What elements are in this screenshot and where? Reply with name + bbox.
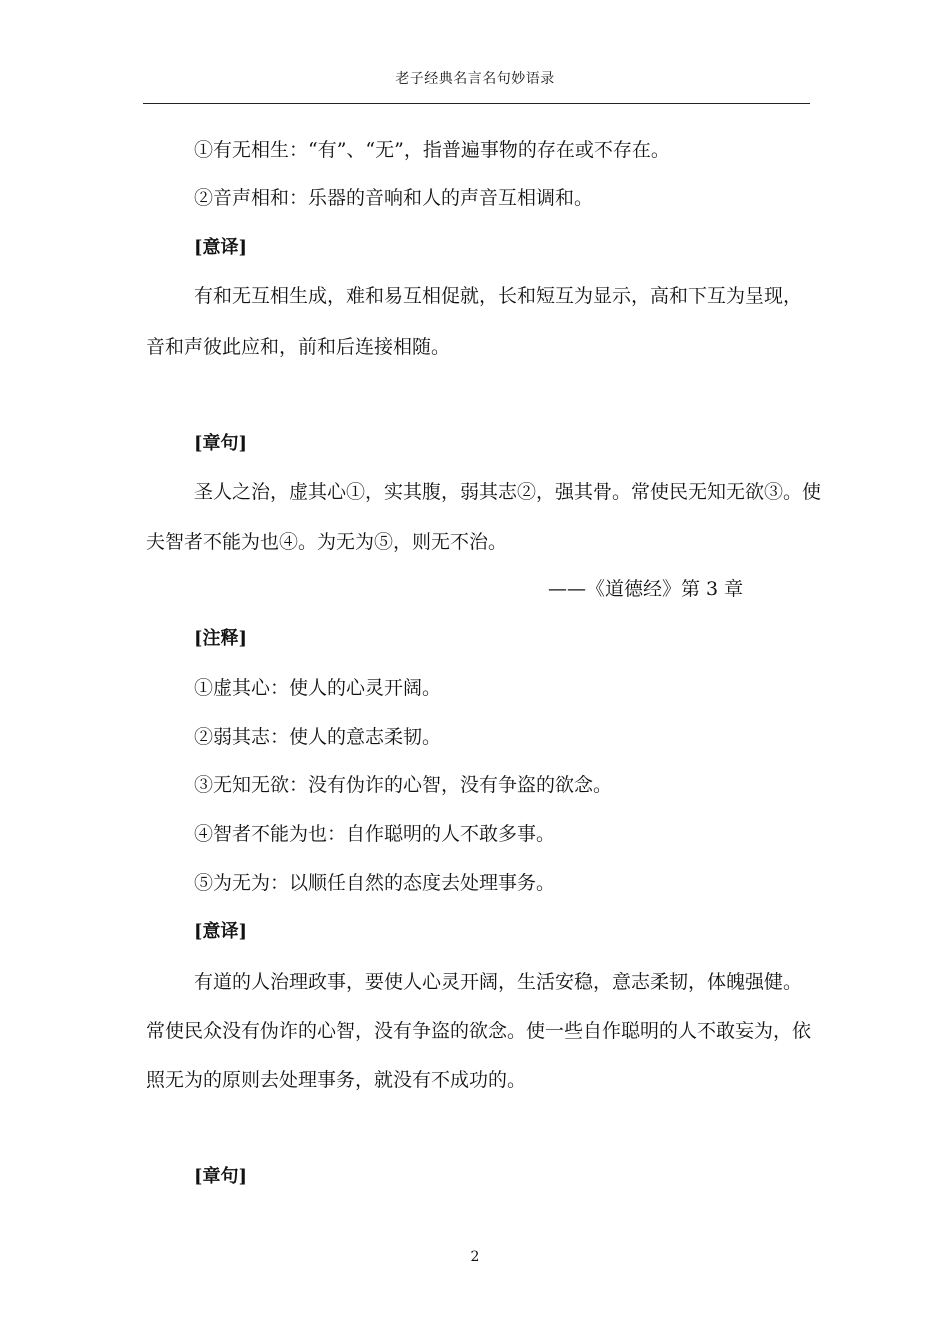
paragraph-line: 照无为的原则去处理事务，就没有不成功的。: [146, 1069, 527, 1091]
section-heading: [注释]: [194, 628, 248, 649]
note-line: ①有无相生：“有”、“无”，指普遍事物的存在或不存在。: [194, 139, 670, 161]
section-heading: [章句]: [194, 1166, 248, 1187]
header-rule: [143, 103, 810, 104]
paragraph-line: 音和声彼此应和，前和后连接相随。: [146, 336, 451, 358]
paragraph-line: 有和无互相生成，难和易互相促就，长和短互为显示，高和下互为呈现，: [194, 285, 803, 307]
section-heading: [意译]: [194, 237, 248, 258]
note-line: ①虚其心：使人的心灵开阔。: [194, 677, 442, 699]
note-line: ②弱其志：使人的意志柔韧。: [194, 726, 442, 748]
quote-line: 夫智者不能为也④。为无为⑤，则无不治。: [146, 531, 508, 553]
note-line: ④智者不能为也：自作聪明的人不敢多事。: [194, 823, 556, 845]
note-line: ②音声相和：乐器的音响和人的声音互相调和。: [194, 187, 594, 209]
paragraph-line: 有道的人治理政事，要使人心灵开阔，生活安稳，意志柔韧，体魄强健。: [194, 971, 803, 993]
page-header: 老子经典名言名句妙语录: [395, 71, 555, 87]
section-heading: [意译]: [194, 921, 248, 942]
source-citation: ——《道德经》第 3 章: [548, 578, 744, 600]
note-line: ⑤为无为：以顺任自然的态度去处理事务。: [194, 872, 556, 894]
note-line: ③无知无欲：没有伪诈的心智，没有争盗的欲念。: [194, 774, 613, 796]
paragraph-line: 常使民众没有伪诈的心智，没有争盗的欲念。使一些自作聪明的人不敢妄为，依: [146, 1020, 812, 1042]
page-number: 2: [470, 1249, 480, 1265]
quote-line: 圣人之治，虚其心①，实其腹，弱其志②，强其骨。常使民无知无欲③。使: [194, 481, 822, 503]
section-heading: [章句]: [194, 433, 248, 454]
